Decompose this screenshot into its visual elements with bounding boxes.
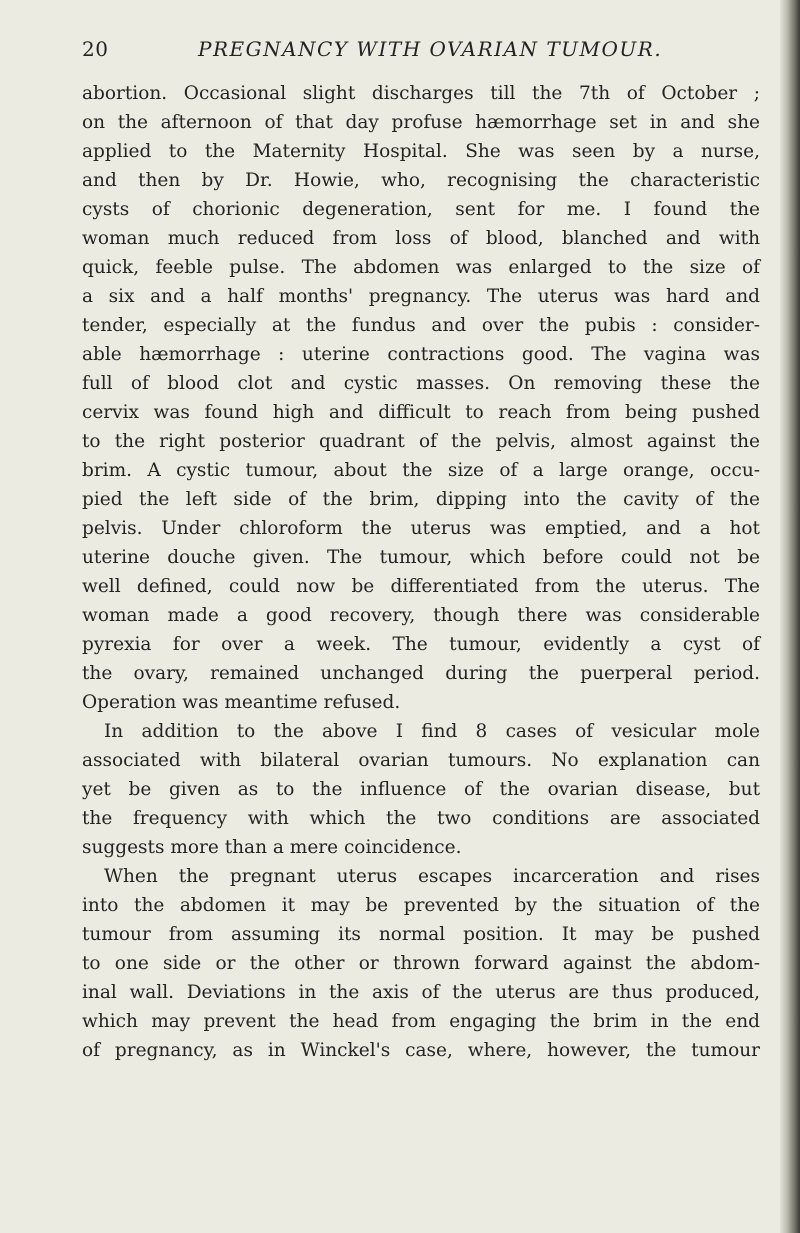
text-line: quick, feeble pulse. The abdomen was enlarged to the size of: [82, 257, 760, 278]
text-line: to one side or the other or thrown forward against the abdom-: [82, 953, 760, 974]
text-line: pied the left side of the brim, dipping into the cavity of the: [82, 489, 760, 510]
text-line: into the abdomen it may be prevented by the situation of the: [82, 895, 760, 916]
text-line: abortion. Occasional slight discharges till the 7th of October ;: [82, 83, 760, 104]
text-line: yet be given as to the influence of the ovarian disease, but: [82, 779, 760, 800]
text-line: applied to the Maternity Hospital. She was seen by a nurse,: [82, 141, 760, 162]
text-line: In addition to the above I find 8 cases of vesicular mole: [104, 721, 760, 742]
text-line: pelvis. Under chloroform the uterus was emptied, and a hot: [82, 518, 760, 539]
text-line: associated with bilateral ovarian tumours. No explanation can: [82, 750, 760, 771]
running-header: [0, 34, 800, 64]
text-line: tumour from assuming its normal position. It may be pushed: [82, 924, 760, 945]
page-number: 20: [82, 37, 109, 61]
text-line: suggests more than a mere coincidence.: [82, 837, 462, 858]
text-line: inal wall. Deviations in the axis of the uterus are thus produced,: [82, 982, 760, 1003]
text-line: well defined, could now be differentiated from the uterus. The: [82, 576, 760, 597]
text-line: full of blood clot and cystic masses. On removing these the: [82, 373, 760, 394]
body-text: [82, 79, 760, 1065]
text-line: able hæmorrhage : uterine contractions good. The vagina was: [82, 344, 760, 365]
page-gutter-shadow: [780, 0, 800, 1233]
text-line: woman made a good recovery, though there was considerable: [82, 605, 760, 626]
text-line: of pregnancy, as in Winckel's case, where, however, the tumour: [82, 1040, 760, 1061]
text-line: brim. A cystic tumour, about the size of a large orange, occu-: [82, 460, 760, 481]
text-line: a six and a half months' pregnancy. The uterus was hard and: [82, 286, 760, 307]
text-line: cervix was found high and difficult to reach from being pushed: [82, 402, 760, 423]
text-line: to the right posterior quadrant of the pelvis, almost against the: [82, 431, 760, 452]
text-line: When the pregnant uterus escapes incarceration and rises: [104, 866, 760, 887]
text-line: cysts of chorionic degeneration, sent for me. I found the: [82, 199, 760, 220]
text-line: pyrexia for over a week. The tumour, evidently a cyst of: [82, 634, 760, 655]
text-line: Operation was meantime refused.: [82, 692, 401, 713]
running-title: PREGNANCY WITH OVARIAN TUMOUR.: [198, 37, 663, 61]
text-line: which may prevent the head from engaging the brim in the end: [82, 1011, 760, 1032]
text-line: uterine douche given. The tumour, which before could not be: [82, 547, 760, 568]
text-line: the frequency with which the two conditions are associated: [82, 808, 760, 829]
text-line: on the afternoon of that day profuse hæmorrhage set in and she: [82, 112, 760, 133]
text-line: tender, especially at the fundus and over the pubis : consider-: [82, 315, 760, 336]
text-line: and then by Dr. Howie, who, recognising the characteristic: [82, 170, 760, 191]
text-line: the ovary, remained unchanged during the puerperal period.: [82, 663, 760, 684]
text-line: woman much reduced from loss of blood, blanched and with: [82, 228, 760, 249]
